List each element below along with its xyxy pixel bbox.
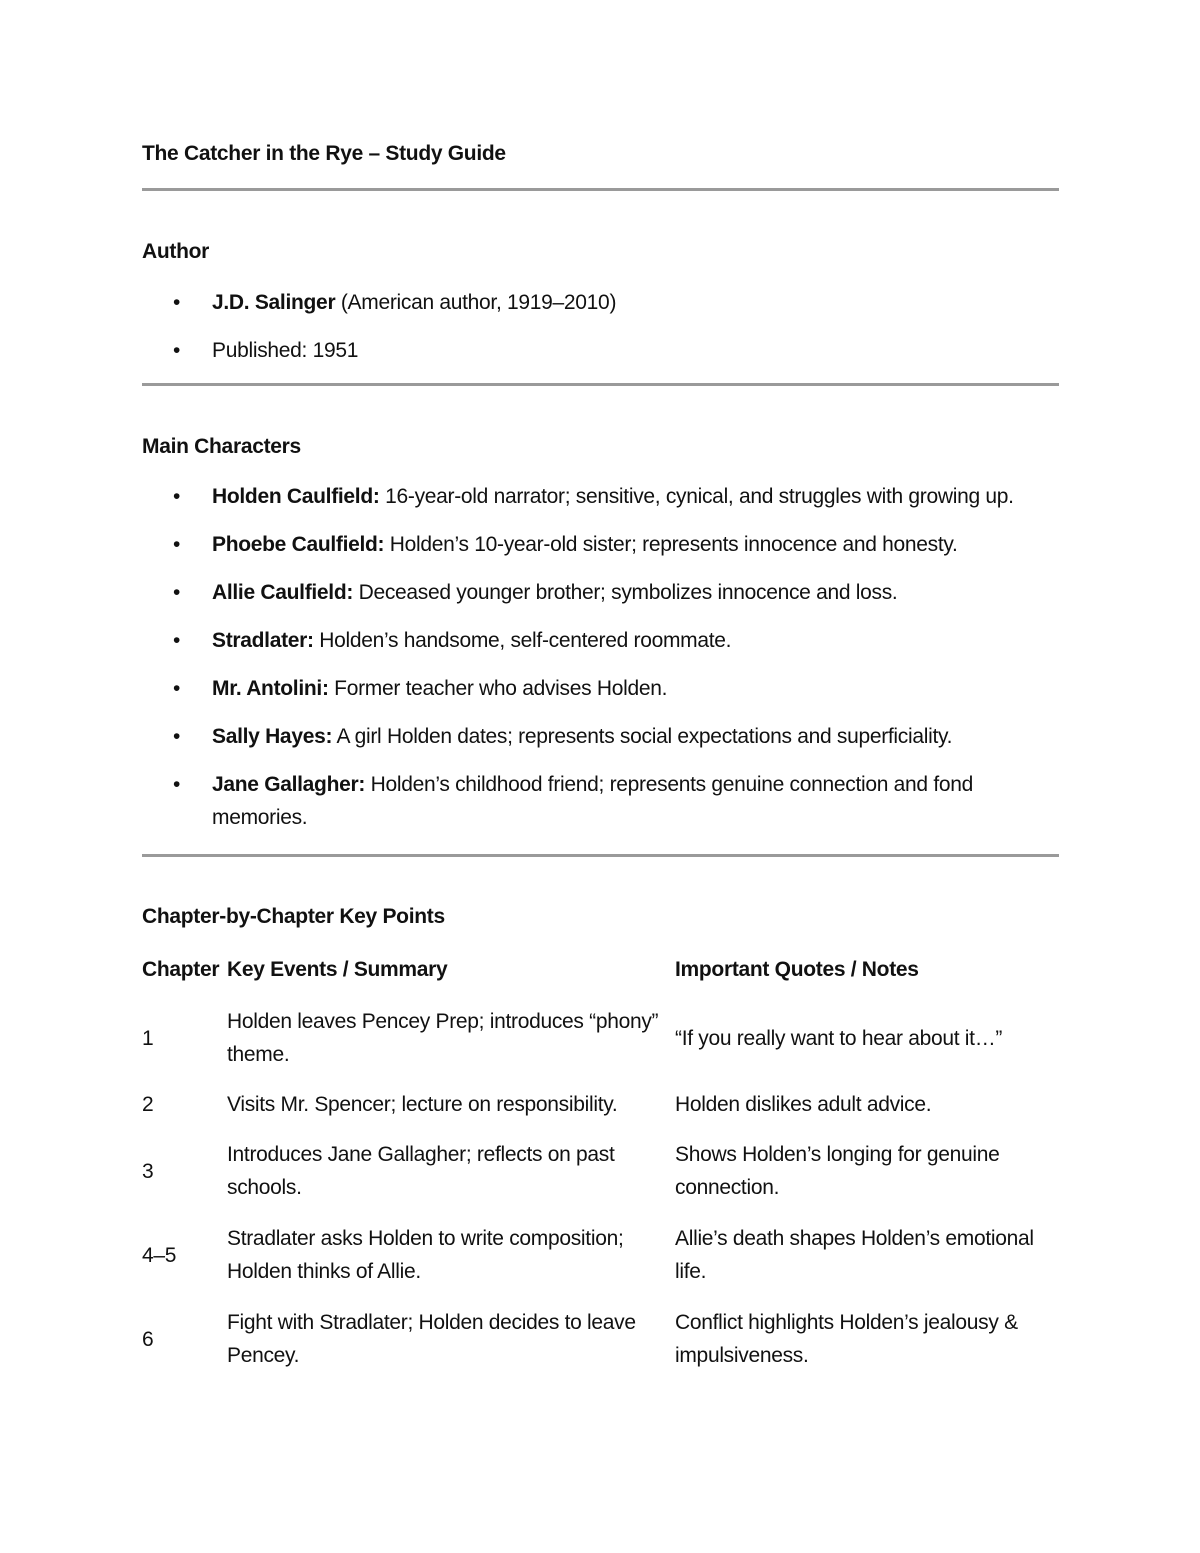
- character-name: Allie Caulfield:: [212, 581, 354, 604]
- notes-cell: Conflict highlights Holden’s jealousy & impulsiveness.: [675, 1311, 1018, 1367]
- bullet-icon: •: [173, 725, 181, 748]
- bullet-icon: •: [173, 581, 181, 604]
- table-header-row: [142, 952, 1059, 988]
- table-row: [142, 1121, 1059, 1205]
- character-name: Holden Caulfield:: [212, 485, 380, 508]
- table-row: [142, 988, 1059, 1072]
- notes-cell: Shows Holden’s longing for genuine connection.: [675, 1143, 1000, 1199]
- characters-list: [142, 480, 1059, 849]
- character-description: Holden’s handsome, self-centered roommate.: [313, 629, 732, 652]
- character-item: [142, 528, 1059, 561]
- section-divider: [142, 854, 1059, 857]
- bullet-icon: •: [173, 339, 181, 362]
- column-header-events: Key Events / Summary: [227, 958, 448, 981]
- character-item: [142, 480, 1059, 513]
- chapter-cell: 3: [142, 1159, 154, 1183]
- author-name: J.D. Salinger: [212, 291, 336, 314]
- notes-cell: Allie’s death shapes Holden’s emotional life.: [675, 1227, 1034, 1283]
- table-row: [142, 1072, 1059, 1121]
- character-name: Mr. Antolini:: [212, 677, 329, 700]
- author-list: [142, 286, 1059, 382]
- list-item: [142, 286, 1059, 319]
- character-item: [142, 624, 1059, 657]
- character-item: [142, 720, 1059, 753]
- character-description: Holden’s 10-year-old sister; represents innocence and honesty.: [384, 533, 958, 556]
- notes-cell: Holden dislikes adult advice.: [675, 1093, 932, 1116]
- chapter-cell: 2: [142, 1093, 154, 1116]
- events-cell: Introduces Jane Gallagher; reflects on past schools.: [227, 1143, 615, 1199]
- characters-heading: Main Characters: [142, 435, 301, 458]
- bullet-icon: •: [173, 485, 181, 508]
- section-divider: [142, 188, 1059, 191]
- events-cell: Visits Mr. Spencer; lecture on responsibility.: [227, 1093, 618, 1116]
- chapter-cell: 4–5: [142, 1243, 177, 1267]
- table-row: [142, 1289, 1059, 1373]
- author-description: (American author, 1919–2010): [335, 291, 617, 314]
- character-name: Sally Hayes:: [212, 725, 333, 748]
- character-item: [142, 672, 1059, 705]
- events-cell: Holden leaves Pencey Prep; introduces “phony” theme.: [227, 1010, 659, 1066]
- list-item: [142, 334, 1059, 367]
- bullet-icon: •: [173, 677, 181, 700]
- character-name: Phoebe Caulfield:: [212, 533, 385, 556]
- section-divider: [142, 383, 1059, 386]
- author-heading: Author: [142, 240, 210, 263]
- character-name: Stradlater:: [212, 629, 314, 652]
- character-description: A girl Holden dates; represents social expectations and superficiality.: [332, 725, 953, 748]
- character-description: Deceased younger brother; symbolizes innocence and loss.: [353, 581, 898, 604]
- chapters-heading: Chapter-by-Chapter Key Points: [142, 905, 445, 928]
- bullet-icon: •: [173, 533, 181, 556]
- publication-date: Published: 1951: [212, 339, 359, 362]
- character-item: [142, 576, 1059, 609]
- character-description: Former teacher who advises Holden.: [328, 677, 668, 700]
- column-header-chapter: Chapter: [142, 958, 220, 981]
- bullet-icon: •: [173, 291, 181, 314]
- chapter-cell: 1: [142, 1026, 154, 1050]
- bullet-icon: •: [173, 773, 181, 796]
- character-item: [142, 768, 1059, 834]
- chapter-cell: 6: [142, 1327, 154, 1351]
- character-name: Jane Gallagher:: [212, 773, 366, 796]
- notes-cell: “If you really want to hear about it…”: [675, 1026, 1003, 1050]
- column-header-notes: Important Quotes / Notes: [675, 958, 919, 981]
- bullet-icon: •: [173, 629, 181, 652]
- events-cell: Fight with Stradlater; Holden decides to leave Pencey.: [227, 1311, 636, 1367]
- events-cell: Stradlater asks Holden to write composition; Holden thinks of Allie.: [227, 1227, 624, 1283]
- character-description: 16-year-old narrator; sensitive, cynical, and struggles with growing up.: [379, 485, 1014, 508]
- document-title: The Catcher in the Rye – Study Guide: [142, 142, 506, 165]
- chapter-table: [142, 952, 1059, 1373]
- table-row: [142, 1205, 1059, 1289]
- character-description: Holden’s childhood friend; represents genuine connection and fond memories.: [212, 773, 973, 829]
